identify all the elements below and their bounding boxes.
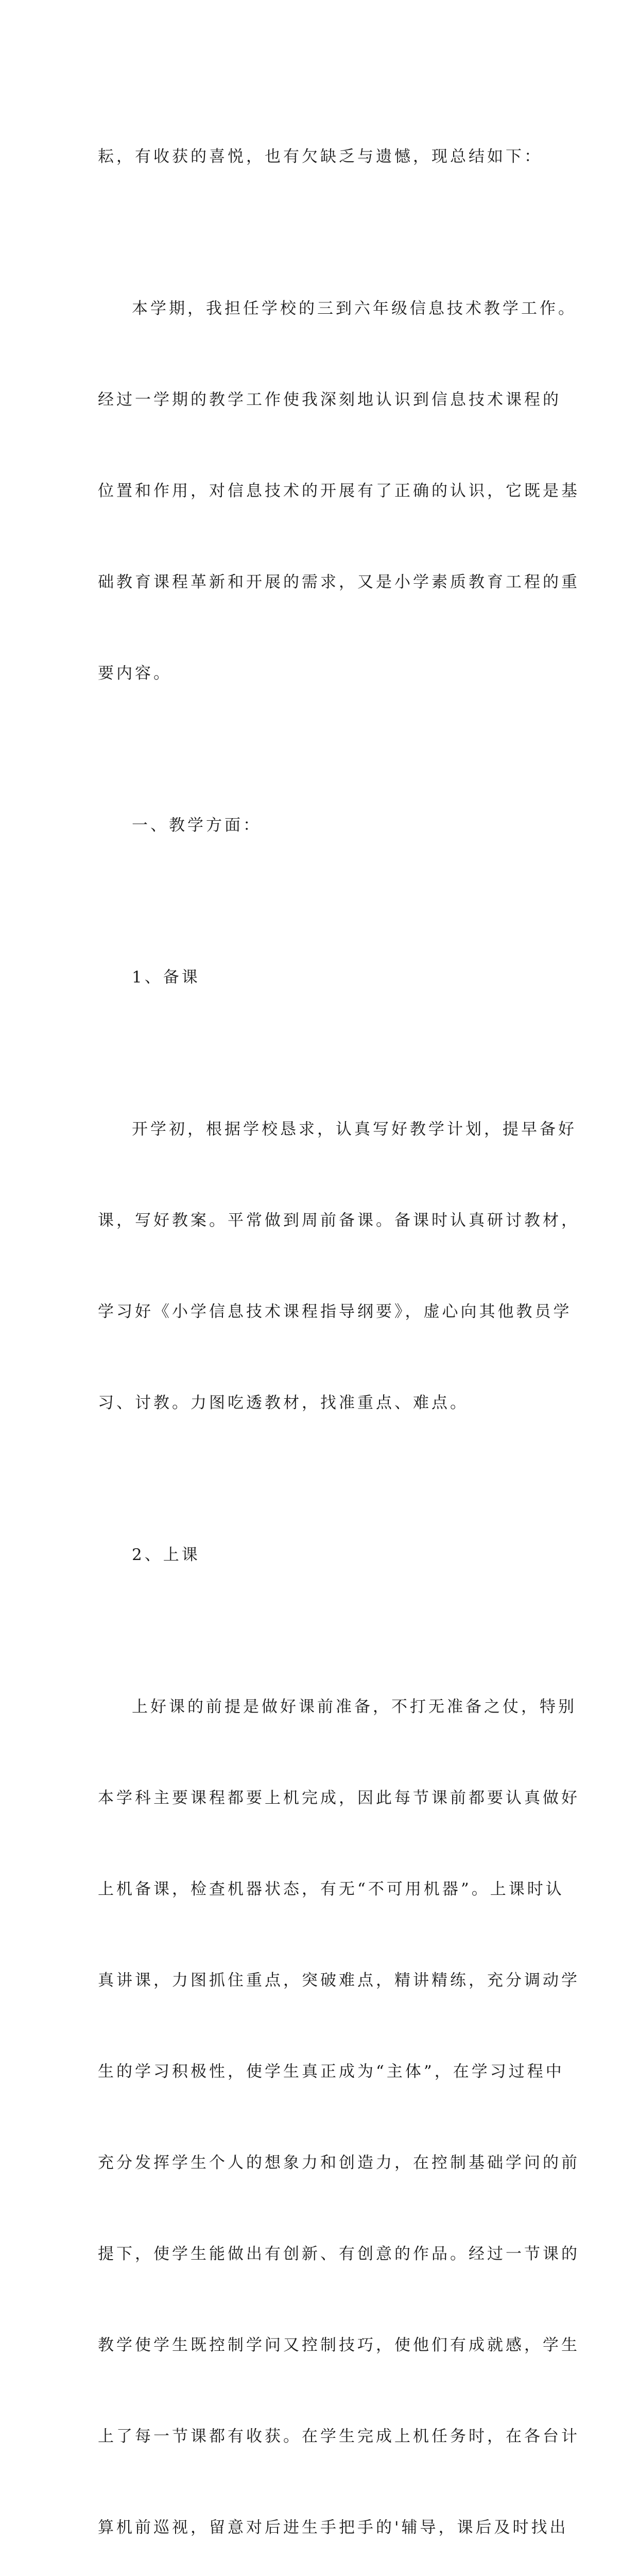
document-body (98, 81, 580, 2576)
paragraph-semester-overview (98, 233, 580, 750)
text-line: 本学科主要课程都要上机完成，因此每节课前都要认真做好 (98, 1789, 580, 1807)
text-line: 生的学习积极性，使学生真正成为“主体”，在学习过程中 (98, 2062, 564, 2081)
text-line: 充分发挥学生个人的想象力和创造力，在控制基础学问的前 (98, 2154, 580, 2172)
section-heading-teaching (98, 750, 546, 902)
text-line: 经过一学期的教学工作使我深刻地认识到信息技术课程的 (98, 391, 561, 409)
subsection-heading-class (98, 1479, 546, 1631)
text-line: 教学使学生既控制学问又控制技巧，使他们有成就感，学生 (98, 2336, 580, 2354)
paragraph-class (98, 1631, 580, 2576)
text-line: 耘，有收获的喜悦，也有欠缺乏与遗憾，现总结如下： (98, 147, 543, 166)
text-line: 课，写好教案。平常做到周前备课。备课时认真研讨教材， (98, 1211, 580, 1230)
text-line: 开学初，根据学校恳求，认真写好教学计划，提早备好 (132, 1120, 577, 1139)
text-line: 提下，使学生能做出有创新、有创意的作品。经过一节课的 (98, 2245, 580, 2263)
text-line: 要内容。 (98, 664, 172, 683)
text-line: 础教育课程革新和开展的需求，又是小学素质教育工程的重 (98, 573, 580, 591)
text-line: 1、备课 (132, 968, 200, 987)
paragraph-intro-end (98, 81, 546, 233)
text-line: 上机备课，检查机器状态，有无“不可用机器”。上课时认 (98, 1880, 564, 1899)
text-line: 一、教学方面： (132, 816, 262, 835)
text-line: 2、上课 (132, 1546, 200, 1564)
text-line: 上了每一节课都有收获。在学生完成上机任务时，在各台计 (98, 2427, 580, 2446)
paragraph-lesson-prep (98, 1054, 580, 1479)
text-line: 上好课的前提是做好课前准备，不打无准备之仗，特别 (132, 1698, 577, 1716)
text-line: 真讲课，力图抓住重点，突破难点，精讲精练，充分调动学 (98, 1971, 580, 1990)
text-line: 学习好《小学信息技术课程指导纲要》，虚心向其他教员学 (98, 1302, 572, 1321)
text-line: 习、讨教。力图吃透教材，找准重点、难点。 (98, 1394, 469, 1412)
text-line: 位置和作用，对信息技术的开展有了正确的认识，它既是基 (98, 482, 580, 500)
subsection-heading-lesson-prep (98, 902, 546, 1054)
text-line: 本学期，我担任学校的三到六年级信息技术教学工作。 (132, 299, 577, 318)
text-line: 算机前巡视，留意对后进生手把手的'辅导，课后及时找出 (98, 2518, 568, 2537)
